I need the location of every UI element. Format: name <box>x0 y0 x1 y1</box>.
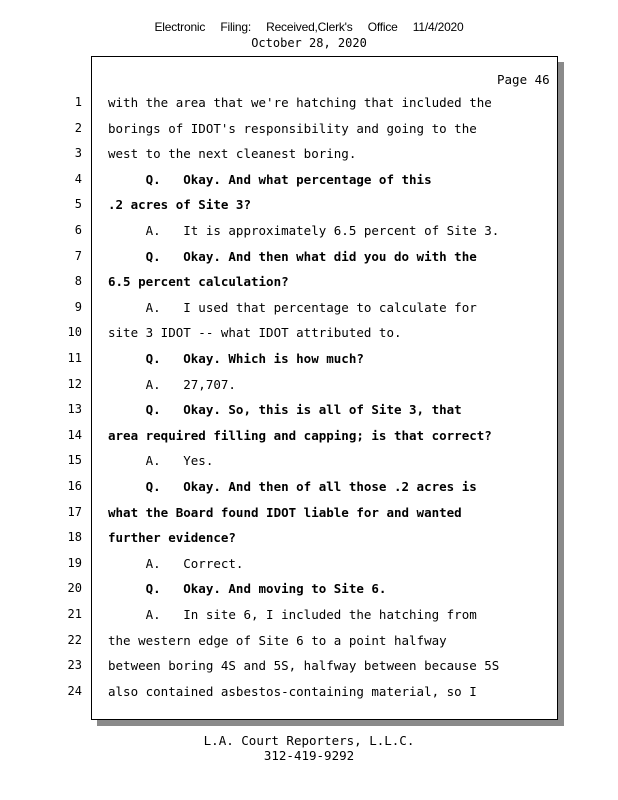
line-number: 23 <box>67 658 82 672</box>
transcript-line: with the area that we're hatching that included the <box>108 95 492 110</box>
line-number: 11 <box>67 351 82 365</box>
page-number: Page 46 <box>497 72 550 87</box>
line-number: 10 <box>67 325 82 339</box>
question-line: Q. Okay. And moving to Site 6. <box>108 581 387 596</box>
filing-office-label: Office <box>367 20 398 34</box>
question-line: Q. Okay. And what percentage of this <box>108 172 432 187</box>
line-number: 20 <box>67 581 82 595</box>
line-number: 17 <box>67 505 82 519</box>
line-number: 19 <box>67 556 82 570</box>
line-number: 1 <box>74 95 82 109</box>
transcript-line: between boring 4S and 5S, halfway between because 5S <box>108 658 500 673</box>
question-line: 6.5 percent calculation? <box>108 274 289 289</box>
question-line: Q. Okay. And then what did you do with the <box>108 249 477 264</box>
filing-received-label: Received,Clerk's <box>266 20 353 34</box>
line-number: 22 <box>67 633 82 647</box>
line-number: 5 <box>74 197 82 211</box>
transcript-line: A. 27,707. <box>108 377 236 392</box>
transcript-line: A. I used that percentage to calculate for <box>108 300 477 315</box>
line-number: 3 <box>74 146 82 160</box>
transcript-line: A. Yes. <box>108 453 214 468</box>
transcript-line: west to the next cleanest boring. <box>108 146 357 161</box>
line-number: 12 <box>67 377 82 391</box>
transcript-line: site 3 IDOT -- what IDOT attributed to. <box>108 325 402 340</box>
line-number: 2 <box>74 121 82 135</box>
line-number: 13 <box>67 402 82 416</box>
question-line: Q. Okay. And then of all those .2 acres is <box>108 479 477 494</box>
transcript-line: also contained asbestos-containing material, so I <box>108 684 477 699</box>
transcript-line: A. Correct. <box>108 556 244 571</box>
transcript-line: the western edge of Site 6 to a point halfway <box>108 633 447 648</box>
question-line: further evidence? <box>108 530 236 545</box>
line-number: 21 <box>67 607 82 621</box>
line-number: 4 <box>74 172 82 186</box>
question-line: area required filling and capping; is that correct? <box>108 428 492 443</box>
line-number: 24 <box>67 684 82 698</box>
transcript-line: borings of IDOT's responsibility and going to the <box>108 121 477 136</box>
question-line: .2 acres of Site 3? <box>108 197 251 212</box>
filing-date: 11/4/2020 <box>412 20 464 34</box>
line-number: 16 <box>67 479 82 493</box>
line-number: 6 <box>74 223 82 237</box>
line-number: 9 <box>74 300 82 314</box>
line-number: 14 <box>67 428 82 442</box>
question-line: Q. Okay. So, this is all of Site 3, that <box>108 402 462 417</box>
line-number: 18 <box>67 530 82 544</box>
line-number: 15 <box>67 453 82 467</box>
question-line: what the Board found IDOT liable for and wanted <box>108 505 462 520</box>
transcript-line: A. It is approximately 6.5 percent of Site 3. <box>108 223 500 238</box>
question-line: Q. Okay. Which is how much? <box>108 351 364 366</box>
line-number: 8 <box>74 274 82 288</box>
filing-electronic-label: Electronic <box>154 20 206 34</box>
reporter-phone: 312-419-9292 <box>263 748 355 763</box>
line-number: 7 <box>74 249 82 263</box>
filing-stamp <box>0 20 618 34</box>
filing-filing-label: Filing: <box>220 20 251 34</box>
transcript-line: A. In site 6, I included the hatching from <box>108 607 477 622</box>
transcript-date: October 28, 2020 <box>251 36 367 50</box>
reporter-company: L.A. Court Reporters, L.L.C. <box>203 733 415 748</box>
